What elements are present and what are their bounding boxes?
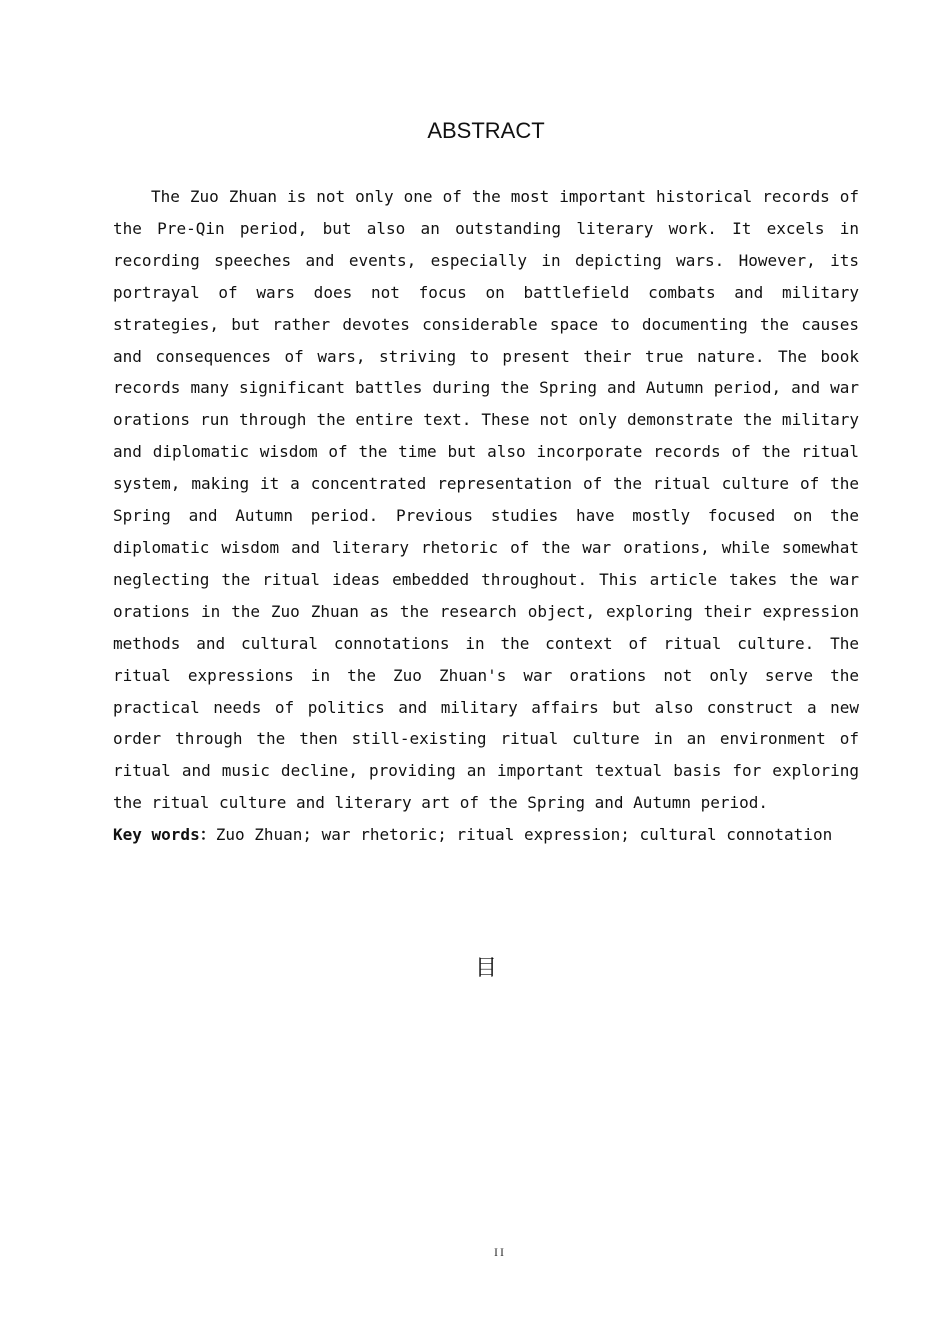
toc-heading: 目 [474, 956, 497, 981]
abstract-title: ABSTRACT [427, 118, 545, 143]
keywords-line [113, 819, 873, 850]
keywords-label: Key words： [113, 825, 216, 844]
page-number: II [494, 1245, 506, 1259]
abstract-paragraph: The Zuo Zhuan is not only one of the most important historical records of the Pre-Qin period, but also an outstanding literary work. It excels in recording speeches and events, especially in depicting wars. However, its portrayal of wars does not focus on battlefield combats and military strategies, but rather devotes considerable space to documenting the causes and consequences of wars, striving to present their true nature. The book records many significant battles during the Spring and Autumn period, and war orations run through the entire text. These not only demonstrate the military and diplomatic wisdom of the time but also incorporate records of the ritual system, making it a concentrated representation of the ritual culture of the Spring and Autumn period. Previous studies have mostly focused on the diplomatic wisdom and literary rhetoric of the war orations, while somewhat neglecting the ritual ideas embedded throughout. This article takes the war orations in the Zuo Zhuan as the research object, exploring their expression methods and cultural connotations in the context of ritual culture. The ritual expressions in the Zuo Zhuan's war orations not only serve the practical needs of politics and military affairs but also construct a new order through the then still-existing ritual culture in an environment of ritual and music decline, providing an important textual basis for exploring the ritual culture and literary art of the Spring and Autumn period. [113, 187, 859, 813]
keywords-text: Zuo Zhuan; war rhetoric; ritual expression; cultural connotation [215, 825, 833, 844]
